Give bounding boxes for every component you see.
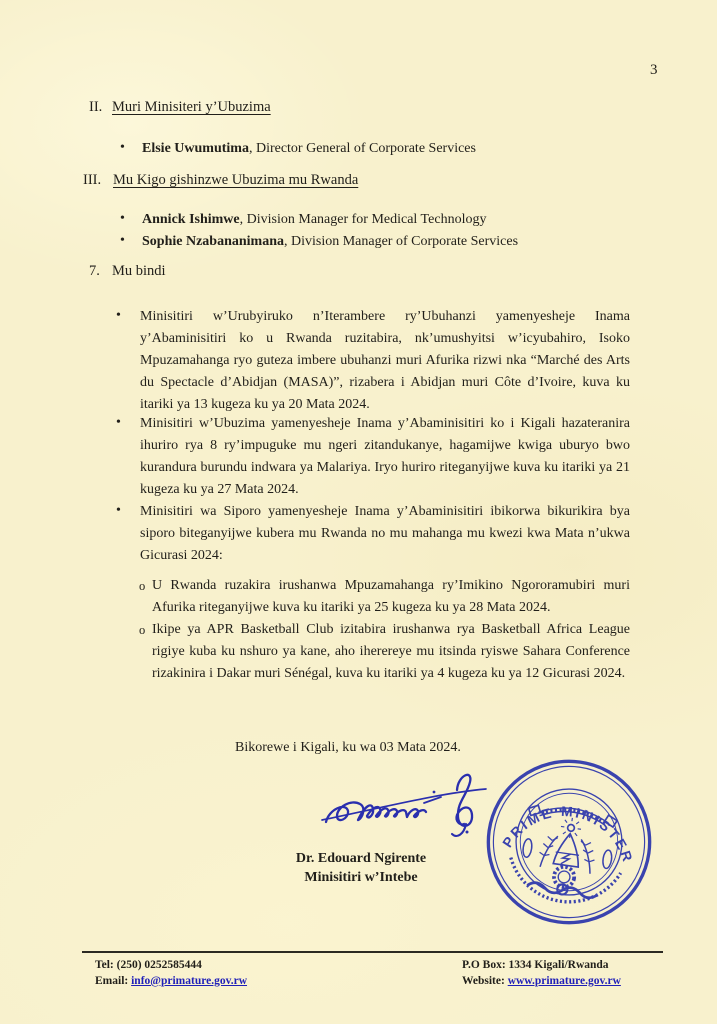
sub-bullet-marker: o — [139, 579, 146, 593]
website-link[interactable]: www.primature.gov.rw — [507, 974, 621, 987]
pobox-value: 1334 Kigali/Rwanda — [508, 959, 609, 971]
person-role: , Director General of Corporate Services — [248, 141, 476, 156]
footer-tel-row — [95, 958, 247, 974]
signer-block — [236, 850, 486, 887]
sub-bullet-1 — [139, 575, 630, 619]
section-iii-title: Mu Kigo gishinzwe Ubuzima mu Rwanda — [113, 172, 359, 188]
bullet-marker: • — [116, 503, 121, 518]
bullet-marker: • — [120, 211, 125, 226]
paragraph: Minisitiri wa Siporo yamenyesheje Inama y’Abaminisitiri ibikorwa bikurikira bya siporo biteganyijwe kubera mu Rwanda no mu mahanga mu kwezi kwa Mata n’ukwa Gicurasi 2024: — [140, 504, 630, 563]
item7-sub-bullets — [139, 575, 630, 685]
tel-label: Tel: — [95, 959, 114, 971]
item7-bullet-1 — [116, 306, 630, 416]
pobox-label: P.O Box: — [462, 959, 506, 971]
item7-heading — [89, 263, 166, 280]
item7-bullet-3 — [116, 501, 630, 567]
paragraph: U Rwanda ruzakira irushanwa Mpuzamahanga ry’Imikino Ngororamubiri muri Afurika riteganyijwe kuva ku itariki ya 25 kugeza ku ya 28 Mata 2024. — [152, 578, 630, 615]
signer-name: Dr. Edouard Ngirente — [295, 851, 427, 866]
stamp-text: PRIME MINISTER — [498, 802, 637, 866]
footer-right — [462, 958, 621, 989]
dateline: Bikorewe i Kigali, ku wa 03 Mata 2024. — [235, 740, 461, 755]
item7-title: Mu bindi — [112, 263, 166, 279]
bullet-marker: • — [116, 308, 121, 323]
item7-numeral: 7. — [89, 263, 100, 279]
list-item — [120, 138, 640, 160]
section-iii-numeral: III. — [83, 172, 102, 188]
signer-title: Minisitiri w’Intebe — [304, 869, 418, 885]
footer-website-row — [462, 974, 621, 990]
person-role: , Division Manager of Corporate Services — [283, 233, 519, 249]
list-item — [120, 231, 640, 253]
person-role: , Division Manager for Medical Technology — [239, 212, 487, 227]
bullet-marker: • — [116, 415, 121, 430]
person-name: Annick Ishimwe — [142, 212, 240, 227]
page-number: 3 — [650, 62, 658, 78]
email-link[interactable]: info@primature.gov.rw — [131, 974, 248, 987]
section-ii-numeral: II. — [89, 99, 103, 115]
footer-left — [95, 958, 247, 989]
paragraph: Minisitiri w’Urubyiruko n’Iterambere ry’Ubuhanzi yamenyesheje Inama y’Abaminisitiri ko u Rwanda ruzitabira, nk’umushyitsi w’icyubahiro, Isoko Mpuzamahanga ryo guteza imbere ubuhanzi muri Afurika rizwi nka “Marché des Arts du Spectacle d’Abidjan (MASA)”, rizabera i Abidjan muri Côte d’Ivoire, kuva ku itariki ya 13 kugeza ku ya 20 Mata 2024. — [140, 309, 630, 412]
bullet-marker: • — [120, 140, 125, 155]
stamp-seal-icon — [474, 747, 664, 937]
footer-pobox-row — [462, 958, 621, 974]
email-label: Email: — [95, 974, 129, 987]
footer-email-row — [95, 974, 247, 990]
section-iii-heading — [83, 172, 358, 189]
section-iii-list — [120, 209, 640, 252]
section-ii-heading — [89, 99, 271, 116]
prime-minister-stamp — [474, 747, 664, 937]
list-item — [120, 209, 640, 231]
signature — [316, 766, 491, 846]
signature-ink — [316, 766, 491, 846]
person-name: Elsie Uwumutima — [142, 141, 249, 156]
paragraph: Minisitiri w’Ubuzima yamenyesheje Inama y’Abaminisitiri ko i Kigali hazateranira ihuriro rya 8 ry’impuguke mu ngeri zitandukanye, hagamijwe kwiga uburyo bwo kurandura burundu indwara ya Malariya. Iryo huriro riteganyijwe kuva ku itariki ya 21 kugeza ku ya 27 Mata 2024. — [140, 416, 630, 497]
bullet-marker: • — [120, 232, 125, 248]
item7-bullet-2 — [116, 413, 630, 501]
section-ii-title: Muri Minisiteri y’Ubuzima — [112, 99, 271, 115]
person-name: Sophie Nzabananimana — [142, 233, 284, 249]
website-label: Website: — [462, 974, 505, 987]
sub-bullet-marker: o — [139, 623, 146, 637]
section-ii-list — [120, 138, 640, 160]
sub-bullet-2 — [139, 619, 630, 685]
footer-divider — [82, 951, 663, 953]
paragraph: Ikipe ya APR Basketball Club izitabira irushanwa rya Basketball Africa League rigiye kuba ku nshuro ya kane, aho iherereye mu itsinda ryiswe Sahara Conference rizakinira i Dakar muri Sénégal, kuva ku itariki ya 4 kugeza ku ya 12 Gicurasi 2024. — [152, 622, 630, 681]
tel-value: (250) 0252585444 — [116, 959, 202, 971]
